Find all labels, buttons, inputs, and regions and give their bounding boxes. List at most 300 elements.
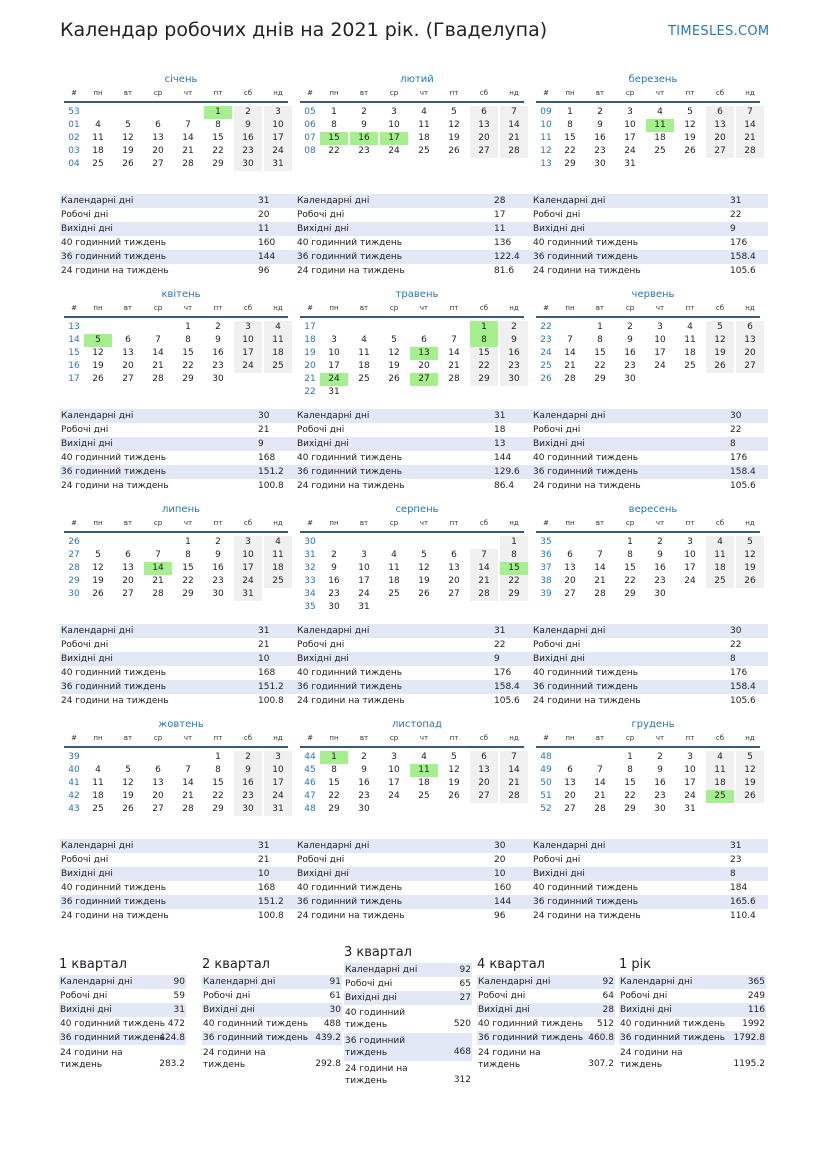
day-cell[interactable]: 28 — [500, 145, 528, 158]
day-cell[interactable]: 15 — [212, 133, 224, 143]
day-cell[interactable]: 4 — [95, 765, 101, 775]
month-name[interactable]: червень — [631, 289, 675, 300]
day-cell[interactable]: 30 — [654, 804, 666, 814]
day-cell[interactable]: 13 — [736, 334, 764, 347]
day-cell[interactable]: 28 — [564, 374, 576, 384]
day-cell[interactable]: 2 — [215, 322, 221, 332]
day-cell[interactable]: 17 — [234, 347, 262, 360]
day-cell[interactable]: 18 — [654, 133, 666, 143]
month-name[interactable]: жовтень — [158, 719, 204, 730]
day-cell[interactable]: 11 — [264, 549, 292, 562]
day-cell[interactable]: 6 — [736, 321, 764, 334]
day-cell[interactable]: 17 — [234, 562, 262, 575]
day-cell[interactable]: 2 — [500, 321, 528, 334]
day-cell[interactable]: 12 — [448, 765, 460, 775]
day-cell[interactable]: 29 — [500, 588, 528, 601]
day-cell[interactable]: 26 — [736, 575, 764, 588]
day-cell[interactable]: 25 — [684, 361, 696, 371]
day-cell[interactable]: 4 — [95, 120, 101, 130]
day-cell[interactable]: 5 — [736, 536, 764, 549]
day-cell[interactable]: 30 — [212, 589, 224, 599]
site-logo[interactable]: TIMESLES.COM — [668, 24, 770, 39]
day-cell[interactable]: 19 — [684, 133, 696, 143]
holiday-day[interactable]: 1 — [320, 751, 348, 764]
day-cell[interactable]: 20 — [564, 576, 576, 586]
day-cell[interactable]: 30 — [212, 374, 224, 384]
day-cell[interactable]: 8 — [627, 765, 633, 775]
month-name[interactable]: квітень — [161, 289, 201, 300]
day-cell[interactable]: 12 — [736, 549, 764, 562]
day-cell[interactable]: 4 — [264, 321, 292, 334]
day-cell[interactable]: 20 — [418, 361, 430, 371]
day-cell[interactable]: 13 — [470, 119, 498, 132]
day-cell[interactable]: 18 — [684, 348, 696, 358]
day-cell[interactable]: 10 — [358, 563, 370, 573]
day-cell[interactable]: 10 — [328, 348, 340, 358]
day-cell[interactable]: 29 — [564, 159, 576, 169]
day-cell[interactable]: 31 — [624, 159, 636, 169]
day-cell[interactable]: 17 — [328, 361, 340, 371]
day-cell[interactable]: 2 — [331, 550, 337, 560]
day-cell[interactable]: 2 — [627, 322, 633, 332]
month-name[interactable]: лютий — [400, 74, 434, 85]
day-cell[interactable]: 9 — [657, 550, 663, 560]
day-cell[interactable]: 6 — [421, 335, 427, 345]
day-cell[interactable]: 20 — [564, 791, 576, 801]
day-cell[interactable]: 14 — [182, 778, 194, 788]
day-cell[interactable]: 9 — [597, 120, 603, 130]
day-cell[interactable]: 12 — [122, 778, 134, 788]
day-cell[interactable]: 10 — [388, 120, 400, 130]
day-cell[interactable]: 22 — [470, 360, 498, 373]
day-cell[interactable]: 9 — [361, 765, 367, 775]
day-cell[interactable]: 21 — [594, 791, 606, 801]
day-cell[interactable]: 24 — [624, 146, 636, 156]
day-cell[interactable]: 4 — [687, 322, 693, 332]
day-cell[interactable]: 11 — [358, 348, 370, 358]
holiday-day[interactable]: 25 — [706, 790, 734, 803]
day-cell[interactable]: 8 — [567, 120, 573, 130]
day-cell[interactable]: 3 — [391, 752, 397, 762]
day-cell[interactable]: 2 — [657, 537, 663, 547]
day-cell[interactable]: 14 — [152, 348, 164, 358]
day-cell[interactable]: 25 — [418, 791, 430, 801]
day-cell[interactable]: 25 — [654, 146, 666, 156]
day-cell[interactable]: 29 — [182, 589, 194, 599]
day-cell[interactable]: 14 — [500, 119, 528, 132]
day-cell[interactable]: 10 — [624, 120, 636, 130]
day-cell[interactable]: 19 — [736, 562, 764, 575]
day-cell[interactable]: 1 — [627, 752, 633, 762]
day-cell[interactable]: 6 — [470, 751, 498, 764]
day-cell[interactable]: 23 — [500, 360, 528, 373]
day-cell[interactable]: 18 — [264, 562, 292, 575]
day-cell[interactable]: 22 — [564, 146, 576, 156]
day-cell[interactable]: 26 — [684, 146, 696, 156]
day-cell[interactable]: 16 — [234, 132, 262, 145]
day-cell[interactable]: 24 — [684, 576, 696, 586]
day-cell[interactable]: 2 — [234, 751, 262, 764]
day-cell[interactable]: 14 — [736, 119, 764, 132]
day-cell[interactable]: 22 — [212, 146, 224, 156]
day-cell[interactable]: 25 — [92, 804, 104, 814]
day-cell[interactable]: 27 — [122, 374, 134, 384]
day-cell[interactable]: 27 — [564, 804, 576, 814]
day-cell[interactable]: 8 — [215, 120, 221, 130]
day-cell[interactable]: 16 — [500, 347, 528, 360]
day-cell[interactable]: 1 — [627, 537, 633, 547]
day-cell[interactable]: 27 — [706, 145, 734, 158]
day-cell[interactable]: 14 — [448, 348, 460, 358]
holiday-day[interactable]: 16 — [350, 132, 378, 145]
day-cell[interactable]: 28 — [736, 145, 764, 158]
day-cell[interactable]: 20 — [152, 146, 164, 156]
day-cell[interactable]: 24 — [358, 589, 370, 599]
day-cell[interactable]: 26 — [706, 360, 734, 373]
day-cell[interactable]: 3 — [264, 106, 292, 119]
holiday-day[interactable]: 11 — [646, 119, 674, 132]
day-cell[interactable]: 13 — [706, 119, 734, 132]
day-cell[interactable]: 25 — [706, 575, 734, 588]
day-cell[interactable]: 8 — [185, 550, 191, 560]
day-cell[interactable]: 22 — [328, 146, 340, 156]
month-name[interactable]: серпень — [395, 504, 439, 515]
holiday-day[interactable]: 13 — [410, 347, 438, 360]
day-cell[interactable]: 27 — [564, 589, 576, 599]
day-cell[interactable]: 6 — [125, 550, 131, 560]
day-cell[interactable]: 6 — [706, 106, 734, 119]
day-cell[interactable]: 2 — [361, 107, 367, 117]
month-name[interactable]: листопад — [392, 719, 442, 730]
day-cell[interactable]: 6 — [155, 120, 161, 130]
day-cell[interactable]: 30 — [624, 374, 636, 384]
day-cell[interactable]: 8 — [500, 549, 528, 562]
day-cell[interactable]: 11 — [92, 133, 104, 143]
day-cell[interactable]: 24 — [654, 361, 666, 371]
day-cell[interactable]: 19 — [448, 778, 460, 788]
day-cell[interactable]: 29 — [624, 589, 636, 599]
day-cell[interactable]: 18 — [388, 576, 400, 586]
day-cell[interactable]: 28 — [470, 588, 498, 601]
day-cell[interactable]: 28 — [152, 589, 164, 599]
day-cell[interactable]: 3 — [234, 321, 262, 334]
day-cell[interactable]: 16 — [654, 778, 666, 788]
day-cell[interactable]: 5 — [706, 321, 734, 334]
day-cell[interactable]: 17 — [654, 348, 666, 358]
day-cell[interactable]: 7 — [185, 765, 191, 775]
day-cell[interactable]: 8 — [331, 120, 337, 130]
day-cell[interactable]: 30 — [594, 159, 606, 169]
day-cell[interactable]: 19 — [92, 361, 104, 371]
day-cell[interactable]: 24 — [234, 575, 262, 588]
day-cell[interactable]: 1 — [567, 107, 573, 117]
month-name[interactable]: липень — [161, 504, 200, 515]
day-cell[interactable]: 3 — [391, 107, 397, 117]
day-cell[interactable]: 20 — [706, 132, 734, 145]
day-cell[interactable]: 9 — [627, 335, 633, 345]
day-cell[interactable]: 15 — [182, 348, 194, 358]
day-cell[interactable]: 4 — [706, 536, 734, 549]
day-cell[interactable]: 9 — [500, 334, 528, 347]
day-cell[interactable]: 26 — [388, 374, 400, 384]
month-name[interactable]: січень — [164, 74, 198, 85]
day-cell[interactable]: 7 — [155, 335, 161, 345]
day-cell[interactable]: 28 — [448, 374, 460, 384]
day-cell[interactable]: 17 — [358, 576, 370, 586]
day-cell[interactable]: 17 — [684, 563, 696, 573]
day-cell[interactable]: 5 — [95, 550, 101, 560]
day-cell[interactable]: 27 — [152, 159, 164, 169]
day-cell[interactable]: 20 — [122, 576, 134, 586]
day-cell[interactable]: 3 — [687, 752, 693, 762]
day-cell[interactable]: 5 — [451, 107, 457, 117]
day-cell[interactable]: 7 — [155, 550, 161, 560]
day-cell[interactable]: 16 — [594, 133, 606, 143]
day-cell[interactable]: 2 — [234, 106, 262, 119]
day-cell[interactable]: 18 — [264, 347, 292, 360]
day-cell[interactable]: 6 — [125, 335, 131, 345]
day-cell[interactable]: 13 — [564, 563, 576, 573]
day-cell[interactable]: 21 — [152, 361, 164, 371]
holiday-day[interactable]: 1 — [204, 106, 232, 119]
day-cell[interactable]: 4 — [421, 752, 427, 762]
day-cell[interactable]: 30 — [234, 158, 262, 171]
day-cell[interactable]: 16 — [212, 348, 224, 358]
day-cell[interactable]: 20 — [122, 361, 134, 371]
day-cell[interactable]: 23 — [654, 791, 666, 801]
day-cell[interactable]: 9 — [234, 119, 262, 132]
day-cell[interactable]: 15 — [624, 778, 636, 788]
day-cell[interactable]: 9 — [361, 120, 367, 130]
day-cell[interactable]: 6 — [567, 550, 573, 560]
day-cell[interactable]: 31 — [358, 602, 370, 612]
day-cell[interactable]: 11 — [684, 335, 696, 345]
day-cell[interactable]: 25 — [92, 159, 104, 169]
day-cell[interactable]: 19 — [92, 576, 104, 586]
day-cell[interactable]: 12 — [418, 563, 430, 573]
day-cell[interactable]: 23 — [328, 589, 340, 599]
day-cell[interactable]: 21 — [152, 576, 164, 586]
day-cell[interactable]: 4 — [264, 536, 292, 549]
day-cell[interactable]: 28 — [594, 589, 606, 599]
holiday-day[interactable]: 27 — [410, 373, 438, 386]
day-cell[interactable]: 23 — [358, 146, 370, 156]
day-cell[interactable]: 23 — [234, 790, 262, 803]
day-cell[interactable]: 11 — [92, 778, 104, 788]
day-cell[interactable]: 19 — [388, 361, 400, 371]
day-cell[interactable]: 3 — [264, 751, 292, 764]
day-cell[interactable]: 20 — [470, 132, 498, 145]
day-cell[interactable]: 8 — [185, 335, 191, 345]
day-cell[interactable]: 29 — [212, 804, 224, 814]
day-cell[interactable]: 22 — [624, 576, 636, 586]
day-cell[interactable]: 27 — [122, 589, 134, 599]
day-cell[interactable]: 9 — [331, 563, 337, 573]
day-cell[interactable]: 27 — [470, 145, 498, 158]
day-cell[interactable]: 13 — [152, 133, 164, 143]
day-cell[interactable]: 28 — [500, 790, 528, 803]
day-cell[interactable]: 22 — [624, 791, 636, 801]
day-cell[interactable]: 2 — [215, 537, 221, 547]
day-cell[interactable]: 18 — [418, 778, 430, 788]
holiday-day[interactable]: 11 — [410, 764, 438, 777]
month-name[interactable]: вересень — [628, 504, 678, 515]
day-cell[interactable]: 31 — [684, 804, 696, 814]
day-cell[interactable]: 1 — [331, 107, 337, 117]
day-cell[interactable]: 20 — [152, 791, 164, 801]
day-cell[interactable]: 26 — [92, 374, 104, 384]
day-cell[interactable]: 29 — [624, 804, 636, 814]
day-cell[interactable]: 7 — [567, 335, 573, 345]
day-cell[interactable]: 1 — [500, 536, 528, 549]
day-cell[interactable]: 7 — [500, 751, 528, 764]
day-cell[interactable]: 21 — [448, 361, 460, 371]
day-cell[interactable]: 18 — [92, 791, 104, 801]
day-cell[interactable]: 2 — [597, 107, 603, 117]
day-cell[interactable]: 16 — [328, 576, 340, 586]
day-cell[interactable]: 27 — [736, 360, 764, 373]
day-cell[interactable]: 7 — [185, 120, 191, 130]
day-cell[interactable]: 17 — [264, 132, 292, 145]
day-cell[interactable]: 8 — [627, 550, 633, 560]
day-cell[interactable]: 26 — [448, 791, 460, 801]
day-cell[interactable]: 1 — [597, 322, 603, 332]
day-cell[interactable]: 19 — [706, 347, 734, 360]
day-cell[interactable]: 5 — [687, 107, 693, 117]
day-cell[interactable]: 10 — [684, 550, 696, 560]
day-cell[interactable]: 14 — [500, 764, 528, 777]
day-cell[interactable]: 22 — [594, 361, 606, 371]
day-cell[interactable]: 6 — [155, 765, 161, 775]
day-cell[interactable]: 17 — [264, 777, 292, 790]
day-cell[interactable]: 20 — [470, 777, 498, 790]
day-cell[interactable]: 3 — [627, 107, 633, 117]
day-cell[interactable]: 13 — [152, 778, 164, 788]
day-cell[interactable]: 31 — [234, 588, 262, 601]
day-cell[interactable]: 11 — [706, 764, 734, 777]
day-cell[interactable]: 31 — [264, 158, 292, 171]
day-cell[interactable]: 6 — [470, 106, 498, 119]
day-cell[interactable]: 21 — [182, 791, 194, 801]
day-cell[interactable]: 12 — [122, 133, 134, 143]
day-cell[interactable]: 10 — [684, 765, 696, 775]
day-cell[interactable]: 2 — [361, 752, 367, 762]
day-cell[interactable]: 23 — [212, 576, 224, 586]
day-cell[interactable]: 23 — [212, 361, 224, 371]
day-cell[interactable]: 19 — [122, 791, 134, 801]
day-cell[interactable]: 27 — [152, 804, 164, 814]
day-cell[interactable]: 2 — [657, 752, 663, 762]
day-cell[interactable]: 5 — [736, 751, 764, 764]
day-cell[interactable]: 3 — [331, 335, 337, 345]
day-cell[interactable]: 30 — [654, 589, 666, 599]
holiday-day[interactable]: 1 — [470, 321, 498, 334]
day-cell[interactable]: 12 — [92, 348, 104, 358]
day-cell[interactable]: 14 — [594, 563, 606, 573]
day-cell[interactable]: 6 — [451, 550, 457, 560]
holiday-day[interactable]: 14 — [144, 562, 172, 575]
day-cell[interactable]: 25 — [388, 589, 400, 599]
day-cell[interactable]: 16 — [624, 348, 636, 358]
day-cell[interactable]: 3 — [361, 550, 367, 560]
day-cell[interactable]: 7 — [451, 335, 457, 345]
day-cell[interactable]: 23 — [624, 361, 636, 371]
day-cell[interactable]: 27 — [470, 790, 498, 803]
day-cell[interactable]: 25 — [418, 146, 430, 156]
day-cell[interactable]: 6 — [567, 765, 573, 775]
day-cell[interactable]: 22 — [328, 791, 340, 801]
day-cell[interactable]: 29 — [328, 804, 340, 814]
day-cell[interactable]: 13 — [564, 778, 576, 788]
day-cell[interactable]: 7 — [597, 550, 603, 560]
day-cell[interactable]: 29 — [182, 374, 194, 384]
day-cell[interactable]: 14 — [594, 778, 606, 788]
day-cell[interactable]: 23 — [234, 145, 262, 158]
day-cell[interactable]: 19 — [736, 777, 764, 790]
day-cell[interactable]: 26 — [122, 159, 134, 169]
day-cell[interactable]: 4 — [706, 751, 734, 764]
day-cell[interactable]: 8 — [331, 765, 337, 775]
day-cell[interactable]: 18 — [418, 133, 430, 143]
day-cell[interactable]: 25 — [264, 575, 292, 588]
day-cell[interactable]: 16 — [234, 777, 262, 790]
day-cell[interactable]: 11 — [418, 120, 430, 130]
day-cell[interactable]: 5 — [125, 120, 131, 130]
day-cell[interactable]: 11 — [706, 549, 734, 562]
day-cell[interactable]: 16 — [212, 563, 224, 573]
day-cell[interactable]: 17 — [388, 778, 400, 788]
day-cell[interactable]: 18 — [92, 146, 104, 156]
day-cell[interactable]: 29 — [470, 373, 498, 386]
day-cell[interactable]: 15 — [470, 347, 498, 360]
day-cell[interactable]: 30 — [234, 803, 262, 816]
day-cell[interactable]: 10 — [264, 119, 292, 132]
day-cell[interactable]: 4 — [361, 335, 367, 345]
day-cell[interactable]: 24 — [388, 791, 400, 801]
day-cell[interactable]: 21 — [736, 132, 764, 145]
day-cell[interactable]: 29 — [594, 374, 606, 384]
day-cell[interactable]: 16 — [358, 778, 370, 788]
day-cell[interactable]: 7 — [500, 106, 528, 119]
holiday-day[interactable]: 8 — [470, 334, 498, 347]
day-cell[interactable]: 18 — [706, 777, 734, 790]
day-cell[interactable]: 26 — [736, 790, 764, 803]
day-cell[interactable]: 9 — [234, 764, 262, 777]
day-cell[interactable]: 21 — [182, 146, 194, 156]
day-cell[interactable]: 12 — [706, 334, 734, 347]
day-cell[interactable]: 9 — [215, 550, 221, 560]
day-cell[interactable]: 28 — [182, 804, 194, 814]
day-cell[interactable]: 7 — [736, 106, 764, 119]
day-cell[interactable]: 15 — [564, 133, 576, 143]
day-cell[interactable]: 24 — [264, 145, 292, 158]
day-cell[interactable]: 15 — [624, 563, 636, 573]
day-cell[interactable]: 20 — [736, 347, 764, 360]
day-cell[interactable]: 30 — [358, 804, 370, 814]
day-cell[interactable]: 5 — [391, 335, 397, 345]
day-cell[interactable]: 15 — [182, 563, 194, 573]
day-cell[interactable]: 12 — [736, 764, 764, 777]
day-cell[interactable]: 26 — [122, 804, 134, 814]
day-cell[interactable]: 31 — [264, 803, 292, 816]
day-cell[interactable]: 15 — [328, 778, 340, 788]
day-cell[interactable]: 12 — [388, 348, 400, 358]
day-cell[interactable]: 3 — [657, 322, 663, 332]
day-cell[interactable]: 24 — [388, 146, 400, 156]
day-cell[interactable]: 10 — [234, 549, 262, 562]
day-cell[interactable]: 13 — [122, 348, 134, 358]
day-cell[interactable]: 14 — [182, 133, 194, 143]
